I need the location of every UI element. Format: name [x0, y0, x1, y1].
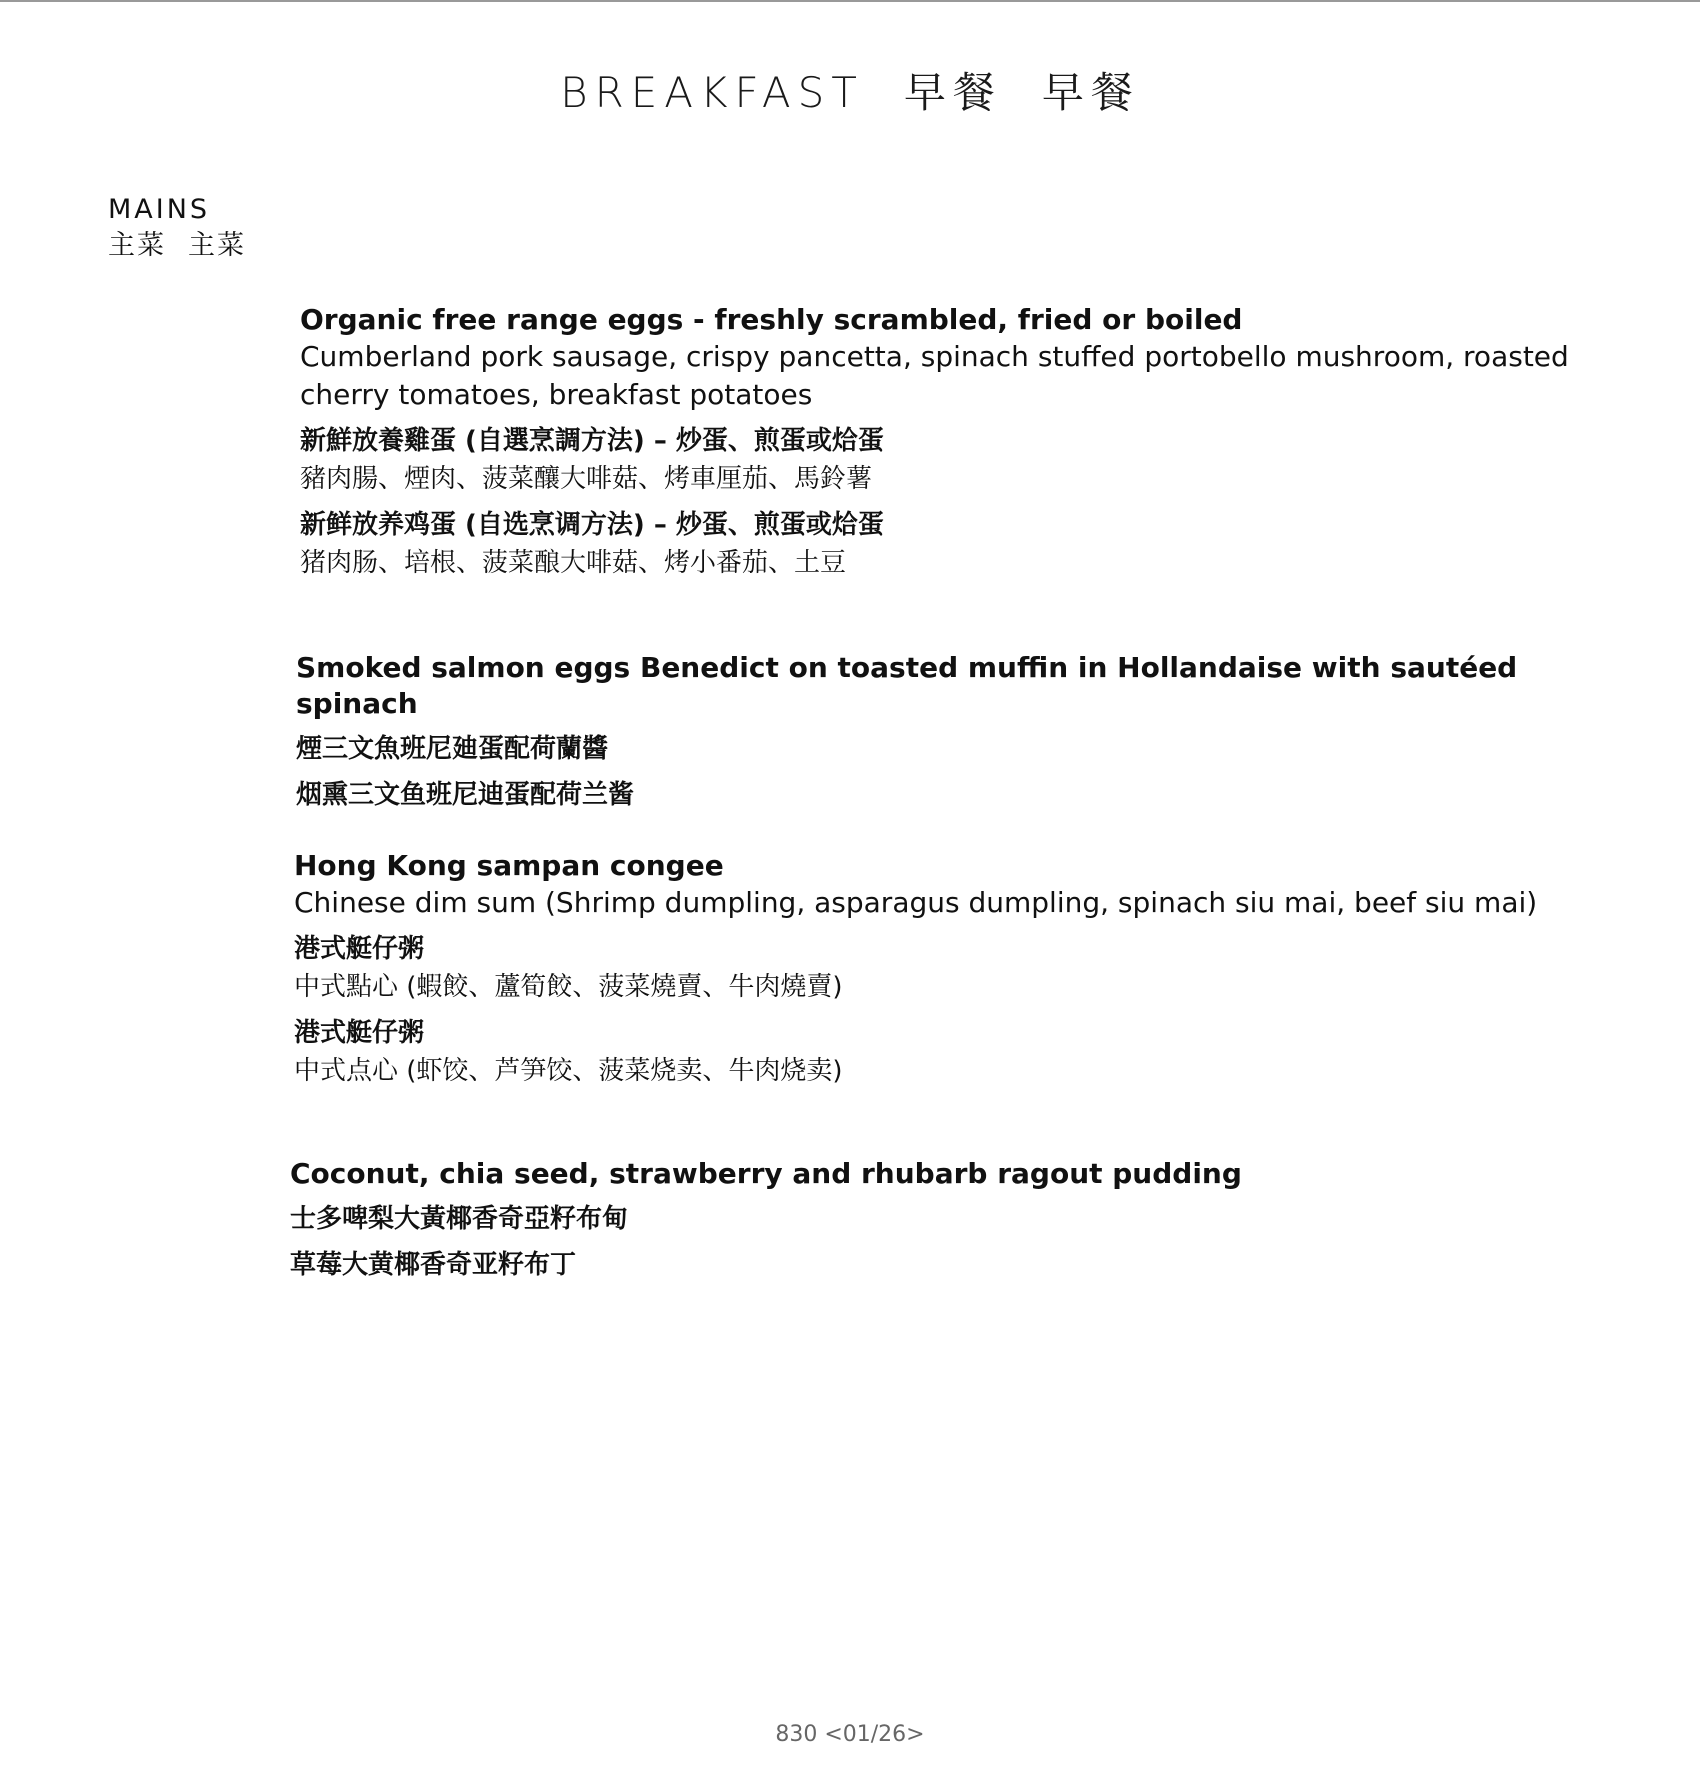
page-title-zh-trad: 早餐	[903, 68, 1002, 117]
menu-item-zh-simp-desc: 猪肉肠、培根、菠菜酿大啡菇、烤小番茄、土豆	[300, 548, 847, 578]
menu-item-zh-trad-name: 士多啤梨大黃椰香奇亞籽布甸	[290, 1204, 629, 1234]
menu-item-zh-trad-name: 新鮮放養雞蛋 (自選烹調方法) – 炒蛋、煎蛋或烚蛋	[300, 426, 884, 456]
menu-item-zh-simp-name: 烟熏三文鱼班尼迪蛋配荷兰酱	[296, 780, 635, 810]
menu-item-zh-simp-desc: 中式点心 (虾饺、芦笋饺、菠菜烧卖、牛肉烧卖)	[294, 1056, 843, 1086]
section-heading	[108, 192, 246, 264]
menu-item-zh-trad-name: 港式艇仔粥	[294, 934, 425, 964]
menu-item-pudding	[290, 1156, 1590, 1284]
menu-item-en-name: Smoked salmon eggs Benedict on toasted muffin in Hollandaise with sautéed spinach	[296, 651, 1518, 720]
menu-item-en-name: Organic free range eggs - freshly scrambled, fried or boiled	[300, 303, 1243, 336]
page-title-zh-simp: 早餐	[1041, 68, 1140, 117]
menu-item-zh-simp-name: 新鲜放养鸡蛋 (自选烹调方法) – 炒蛋、煎蛋或烚蛋	[300, 510, 884, 540]
menu-item-congee	[294, 848, 1594, 1090]
section-title-zh-simp: 主菜	[188, 230, 246, 261]
menu-item-zh-trad-desc: 豬肉腸、煙肉、菠菜釀大啡菇、烤車厘茄、馬鈴薯	[300, 464, 873, 494]
menu-item-en-name: Hong Kong sampan congee	[294, 849, 724, 882]
menu-item-zh-simp-name: 草莓大黄椰香奇亚籽布丁	[290, 1250, 577, 1280]
menu-item-zh-simp-name: 港式艇仔粥	[294, 1018, 425, 1048]
menu-item-en-desc: Chinese dim sum (Shrimp dumpling, asparagus dumpling, spinach siu mai, beef siu mai)	[294, 886, 1538, 919]
section-title-zh-trad: 主菜	[108, 230, 166, 261]
menu-item-zh-trad-name: 煙三文魚班尼廸蛋配荷蘭醬	[296, 734, 609, 764]
section-title-zh	[108, 228, 246, 264]
section-title-en: MAINS	[108, 194, 211, 225]
menu-item-eggs-benedict	[296, 650, 1596, 814]
menu-item-zh-trad-desc: 中式點心 (蝦餃、蘆筍餃、菠菜燒賣、牛肉燒賣)	[294, 972, 843, 1002]
menu-item-en-name: Coconut, chia seed, strawberry and rhubarb ragout pudding	[290, 1157, 1242, 1190]
menu-item-eggs	[300, 302, 1600, 582]
menu-item-en-desc: Cumberland pork sausage, crispy pancetta, spinach stuffed portobello mushroom, roasted cherry tomatoes, breakfast potatoes	[300, 340, 1569, 411]
page-title-en: BREAKFAST	[560, 68, 864, 117]
page-footer-code: 830 <01/26>	[775, 1722, 925, 1747]
page-title	[0, 60, 1700, 120]
